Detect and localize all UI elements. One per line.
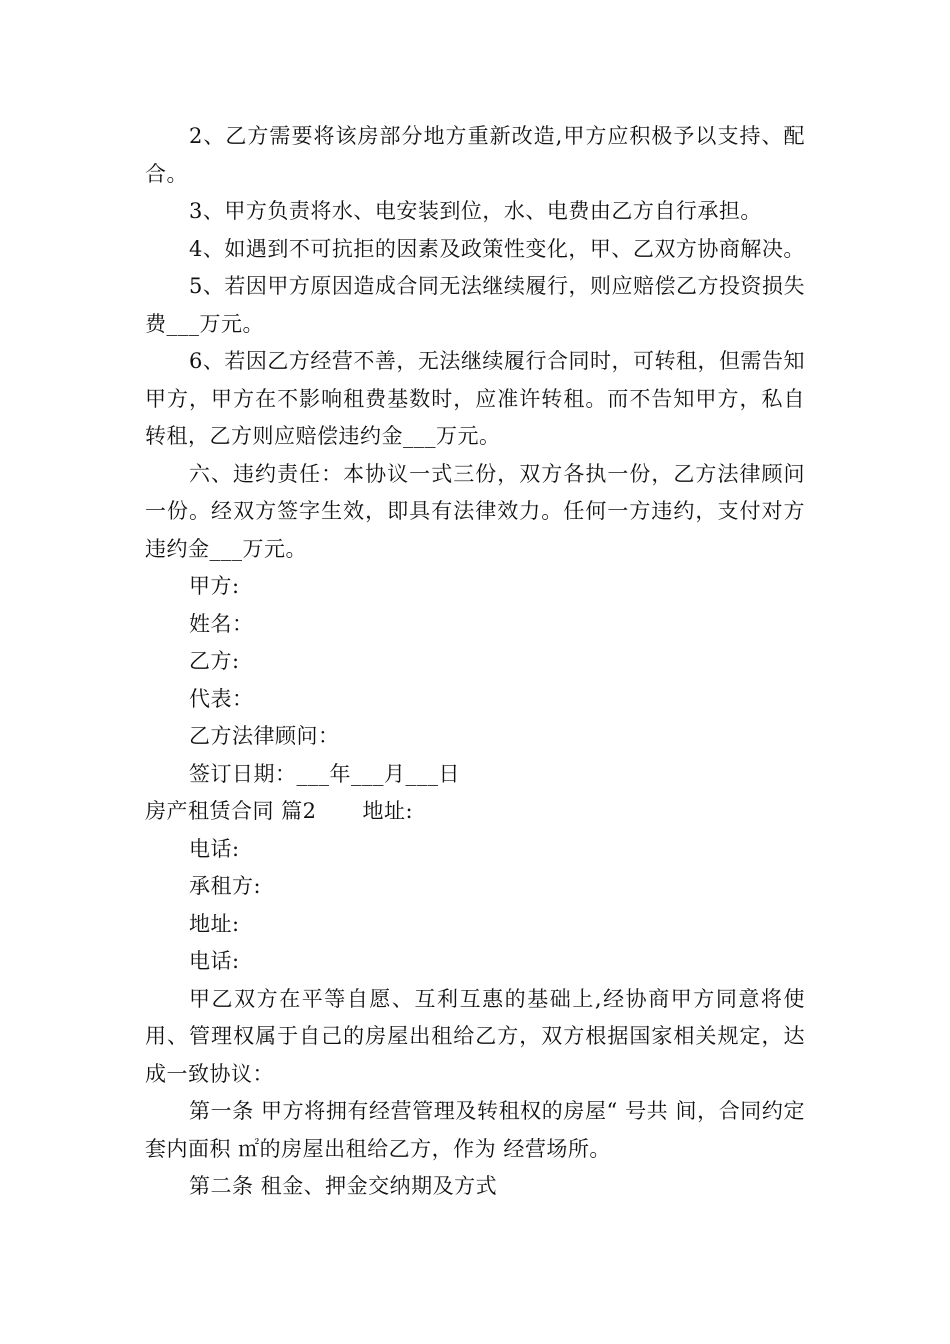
liability-paragraph: 六、违约责任：本协议一式三份，双方各执一份，乙方法律顾问一份。经双方签字生效，即具有法律效力。任何一方违约，支付对方违约金___万元。 [145,461,805,561]
clause-3-paragraph: 3、甲方负责将水、电安装到位，水、电费由乙方自行承担。 [189,199,762,223]
article-1-paragraph: 第一条 甲方将拥有经营管理及转租权的房屋“ 号共 间，合同约定套内面积 ㎡的房屋出租给乙方，作为 经营场所。 [145,1099,805,1161]
representative-label: 代表： [189,686,254,711]
section-heading [145,793,805,831]
signing-date-line: 签订日期：___年___月___日 [189,761,460,786]
lessee-phone-label: 电话: [189,949,240,973]
address-label: 地址: [362,799,414,823]
name-label: 姓名： [189,611,254,636]
lessee-address-label: 地址: [189,911,240,936]
clause-4-paragraph: 4、如遇到不可抗拒的因素及政策性变化，甲、乙双方协商解决。 [189,236,805,261]
document-body [145,118,805,1206]
party-b-label: 乙方: [189,649,240,673]
section-title: 房产租赁合同 篇2 [145,799,317,823]
legal-advisor-label: 乙方法律顾问： [189,724,340,748]
agreement-intro-paragraph: 甲乙双方在平等自愿、互利互惠的基础上,经协商甲方同意将使用、管理权属于自己的房屋出租给乙方，双方根据国家相关规定，达成一致协议： [145,986,805,1086]
clause-6-paragraph: 6、若因乙方经营不善，无法继续履行合同时，可转租，但需告知甲方，甲方在不影响租费基数时，应准许转租。而不告知甲方，私自转租，乙方则应赔偿违约金___万元。 [145,349,805,448]
clause-5-paragraph: 5、若因甲方原因造成合同无法继续履行，则应赔偿乙方投资损失费___万元。 [145,274,805,336]
phone-label: 电话: [189,836,240,861]
clause-2-paragraph: 2、乙方需要将该房部分地方重新改造,甲方应积极予以支持、配合。 [145,124,805,186]
party-a-label: 甲方: [189,574,240,598]
article-2-heading: 第二条 租金、押金交纳期及方式 [189,1174,498,1198]
lessee-label: 承租方: [189,874,262,898]
